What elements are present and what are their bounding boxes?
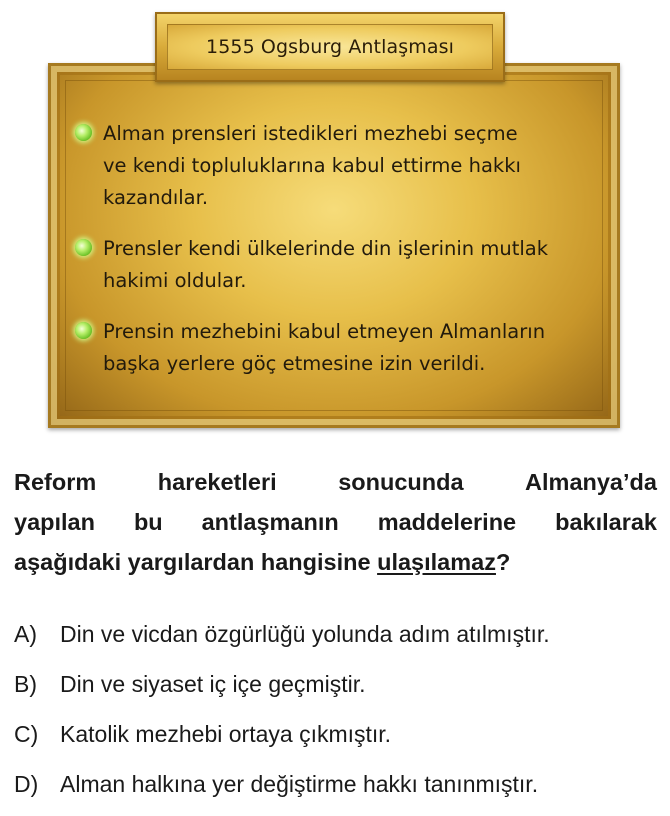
board-item <box>75 118 605 214</box>
green-bullet-icon <box>75 124 92 141</box>
underlined-keyword: ulaşılamaz <box>377 549 496 575</box>
option-text: Katolik mezhebi ortaya çıkmıştır. <box>60 721 392 747</box>
board-item-text: Alman prensleri istedikleri mezhebi seçme ve kendi topluluklarına kabul ettirme hakkı kazandılar. <box>103 122 521 209</box>
option-a[interactable] <box>14 616 664 666</box>
board-items <box>75 118 605 399</box>
option-letter: D) <box>14 771 39 797</box>
board-item <box>75 316 605 380</box>
board-item <box>75 233 605 297</box>
option-letter: C) <box>14 721 39 747</box>
title-plate <box>155 12 505 82</box>
option-letter: A) <box>14 621 37 647</box>
option-d[interactable] <box>14 766 664 816</box>
question-stem <box>14 462 657 582</box>
question-line: yapılan bu antlaşmanın maddelerine bakılarak <box>14 509 657 535</box>
answer-options <box>14 616 664 816</box>
option-c[interactable] <box>14 716 664 766</box>
question-line: aşağıdaki yargılardan hangisine ulaşılamaz ? <box>14 542 657 582</box>
question-line: Reform hareketleri sonucunda Almanya’da <box>14 469 657 495</box>
option-text: Alman halkına yer değiştirme hakkı tanınmıştır. <box>60 771 539 797</box>
option-text: Din ve siyaset iç içe geçmiştir. <box>60 671 366 697</box>
green-bullet-icon <box>75 239 92 256</box>
option-letter: B) <box>14 671 37 697</box>
option-b[interactable] <box>14 666 664 716</box>
board-title: 1555 Ogsburg Antlaşması <box>206 36 454 58</box>
board-item-text: Prensler kendi ülkelerinde din işlerinin mutlak hakimi oldular. <box>103 237 549 292</box>
board-item-text: Prensin mezhebini kabul etmeyen Almanların başka yerlere göç etmesine izin verildi. <box>103 320 546 375</box>
green-bullet-icon <box>75 322 92 339</box>
option-text: Din ve vicdan özgürlüğü yolunda adım atılmıştır. <box>60 621 550 647</box>
